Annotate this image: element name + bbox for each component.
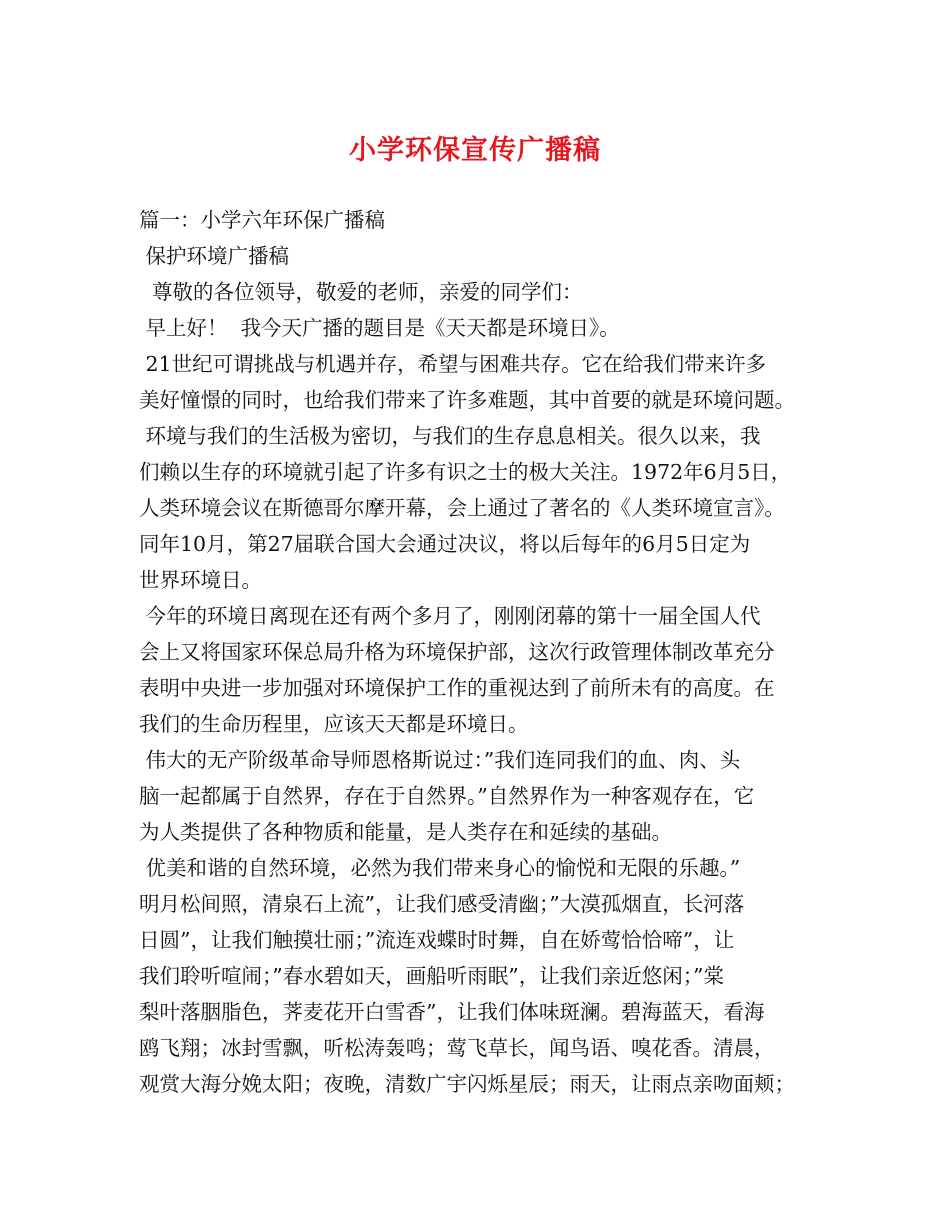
body-line: 鸥飞翔；冰封雪飘，听松涛轰鸣；莺飞草长，闻鸟语、嗅花香。清晨，	[139, 1036, 775, 1060]
body-line: 脑一起都属于自然界，存在于自然界。”自然界作为一种客观存在，它	[139, 784, 755, 808]
body-line: 保护环境广播稿	[139, 244, 290, 268]
body-line: 今年的环境日离现在还有两个多月了，刚刚闭幕的第十一届全国人代	[139, 604, 761, 628]
document-title: 小学环保宣传广播稿	[349, 135, 601, 166]
body-line: 明月松间照，清泉石上流”，让我们感受清幽；”大漠孤烟直，长河落	[139, 892, 745, 916]
body-line: 早上好！ 我今天广播的题目是《天天都是环境日》。	[139, 316, 620, 340]
body-line: 同年10月，第27届联合国大会通过决议，将以后每年的6月5日定为	[139, 532, 751, 556]
body-line: 世界环境日。	[139, 568, 262, 592]
body-line: 日圆”，让我们触摸壮丽；”流连戏蝶时时舞，自在娇莺恰恰啼”，让	[139, 928, 735, 952]
body-line: 尊敬的各位领导，敬爱的老师，亲爱的同学们：	[139, 280, 583, 304]
body-line: 表明中央进一步加强对环境保护工作的重视达到了前所未有的高度。在	[139, 676, 775, 700]
body-line: 为人类提供了各种物质和能量，是人类存在和延续的基础。	[139, 820, 672, 844]
body-line: 观赏大海分娩太阳；夜晚，清数广宇闪烁星辰；雨天，让雨点亲吻面颊；	[139, 1072, 795, 1096]
body-line: 我们的生命历程里，应该天天都是环境日。	[139, 712, 529, 736]
body-line: 我们聆听喧闹；”春水碧如天，画船听雨眠”，让我们亲近悠闲；”棠	[139, 964, 724, 988]
body-line: 人类环境会议在斯德哥尔摩开幕，会上通过了著名的《人类环境宣言》。	[139, 496, 785, 520]
body-line: 美好憧憬的同时，也给我们带来了许多难题，其中首要的就是环境问题。	[139, 388, 795, 412]
body-line: 梨叶落胭脂色，荠麦花开白雪香”，让我们体味斑澜。碧海蓝天，看海	[139, 1000, 765, 1024]
body-line: 伟大的无产阶级革命导师恩格斯说过：”我们连同我们的血、肉、头	[139, 748, 741, 772]
body-line: 会上又将国家环保总局升格为环境保护部，这次行政管理体制改革充分	[139, 640, 775, 664]
body-line: 优美和谐的自然环境，必然为我们带来身心的愉悦和无限的乐趣。”	[139, 856, 741, 880]
body-line: 们赖以生存的环境就引起了许多有识之士的极大关注。1972年6月5日，	[139, 460, 792, 484]
body-line: 21世纪可谓挑战与机遇并存，希望与困难共存。它在给我们带来许多	[139, 352, 767, 376]
body-line: 环境与我们的生活极为密切，与我们的生存息息相关。很久以来，我	[139, 424, 761, 448]
body-line: 篇一：小学六年环保广播稿	[139, 208, 385, 232]
document-body	[139, 202, 839, 1102]
